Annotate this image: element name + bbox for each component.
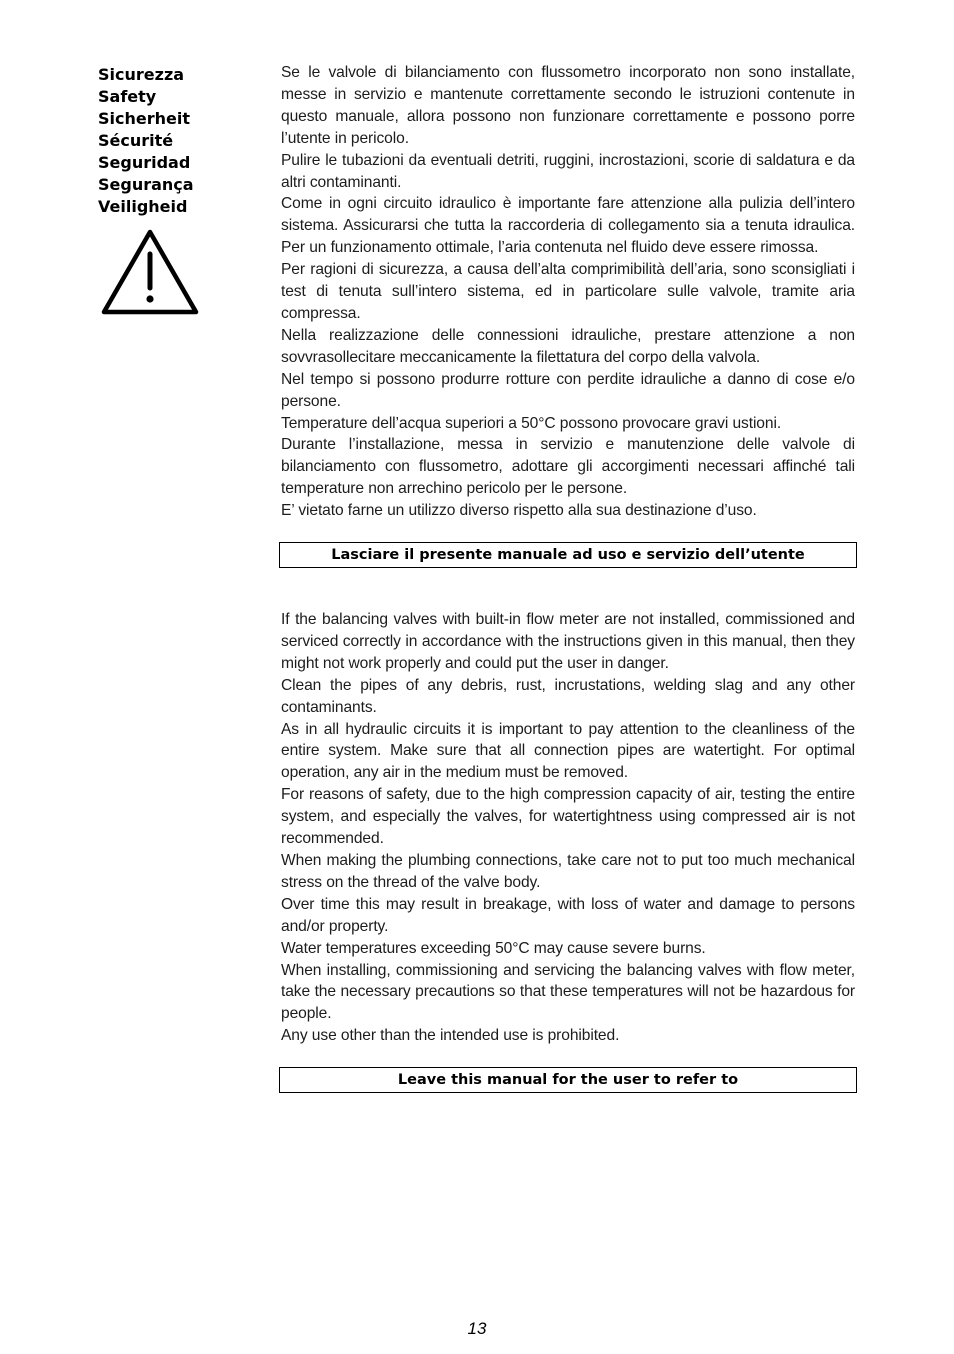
english-paragraph: For reasons of safety, due to the high compression capacity of air, testing the entire system, and especially the valves, for watertightness using compressed air is not recommended.: [281, 786, 855, 848]
language-heading-sicurezza: Sicurezza: [98, 65, 185, 84]
english-paragraph: Clean the pipes of any debris, rust, incrustations, welding slag and any other contaminants.: [281, 676, 855, 716]
language-heading-veiligheid: Veiligheid: [98, 197, 188, 216]
italian-paragraph: Nella realizzazione delle connessioni idrauliche, prestare attenzione a non sovvrasollecitare meccanicamente la filettatura del corpo della valvola.: [281, 326, 855, 366]
warning-triangle-icon: [99, 226, 201, 318]
english-paragraph: Any use other than the intended use is prohibited.: [281, 1027, 620, 1045]
italian-paragraph: Nel tempo si possono produrre rotture con perdite idrauliche a danno di cose e/o persone.: [281, 370, 855, 410]
language-heading-safety: Safety: [98, 87, 157, 106]
page-number: 13: [467, 1319, 487, 1338]
sidebar: [98, 64, 248, 318]
english-note-box: Leave this manual for the user to refer to: [279, 1067, 857, 1093]
main-content: [281, 62, 855, 1093]
italian-paragraph: Se le valvole di bilanciamento con flussometro incorporato non sono installate, messe in servizio e mantenute correttamente secondo le istruzioni contenute in questo manuale, allora possono non funzionare correttamente e possono porre l’utente in pericolo.: [281, 64, 855, 147]
safety-language-list: [98, 64, 248, 218]
english-paragraph: If the balancing valves with built-in flow meter are not installed, commissioned and serviced correctly in accordance with the instructions given in this manual, then they might not work properly and could put the user in danger.: [281, 611, 855, 672]
italian-paragraph: Durante l’installazione, messa in servizio e manutenzione delle valvole di bilanciamento con flussometro, adottare gli accorgimenti necessari affinché tali temperature non arrechino pericolo per le persone.: [281, 436, 855, 498]
english-safety-section: [281, 609, 855, 1093]
italian-paragraph: Temperature dell’acqua superiori a 50°C possono provocare gravi ustioni.: [281, 414, 782, 432]
english-paragraph: Over time this may result in breakage, with loss of water and damage to persons and/or property.: [281, 895, 855, 935]
language-heading-sicherheit: Sicherheit: [98, 109, 190, 128]
language-heading-seguridad: Seguridad: [98, 153, 191, 172]
italian-note-box: Lasciare il presente manuale ad uso e servizio dell’utente: [279, 542, 857, 568]
italian-paragraph: Per ragioni di sicurezza, a causa dell’alta comprimibilità dell’aria, sono sconsigliati i test di tenuta sull’intero sistema, ed in particolare sulle valvole, tramite aria compressa.: [281, 261, 855, 322]
english-paragraph: When installing, commissioning and servicing the balancing valves with flow meter, take the necessary precautions so that these temperatures will not be hazardous for people.: [281, 961, 855, 1023]
italian-safety-section: [281, 62, 855, 568]
italian-paragraph: Pulire le tubazioni da eventuali detriti, ruggini, incrostazioni, scorie di saldatura e da altri contaminanti.: [281, 151, 855, 191]
english-paragraph: As in all hydraulic circuits it is important to pay attention to the cleanliness of the entire system. Make sure that all connection pipes are watertight. For optimal operation, any air in the medium must be removed.: [281, 720, 855, 782]
language-heading-securite: Sécurité: [98, 131, 174, 150]
english-paragraph: Water temperatures exceeding 50°C may cause severe burns.: [281, 939, 706, 957]
italian-paragraph: E’ vietato farne un utilizzo diverso rispetto alla sua destinazione d’uso.: [281, 502, 757, 520]
english-paragraph: When making the plumbing connections, take care not to put too much mechanical stress on the thread of the valve body.: [281, 852, 855, 891]
italian-paragraph: Come in ogni circuito idraulico è importante fare attenzione alla pulizia dell’intero sistema. Assicurarsi che tutta la raccorderia di collegamento sia a tenuta idraulica. Per un funzionamento ottimale, l’aria contenuta nel fluido deve essere rimossa.: [281, 195, 855, 257]
language-heading-seguranca: Segurança: [98, 175, 194, 194]
